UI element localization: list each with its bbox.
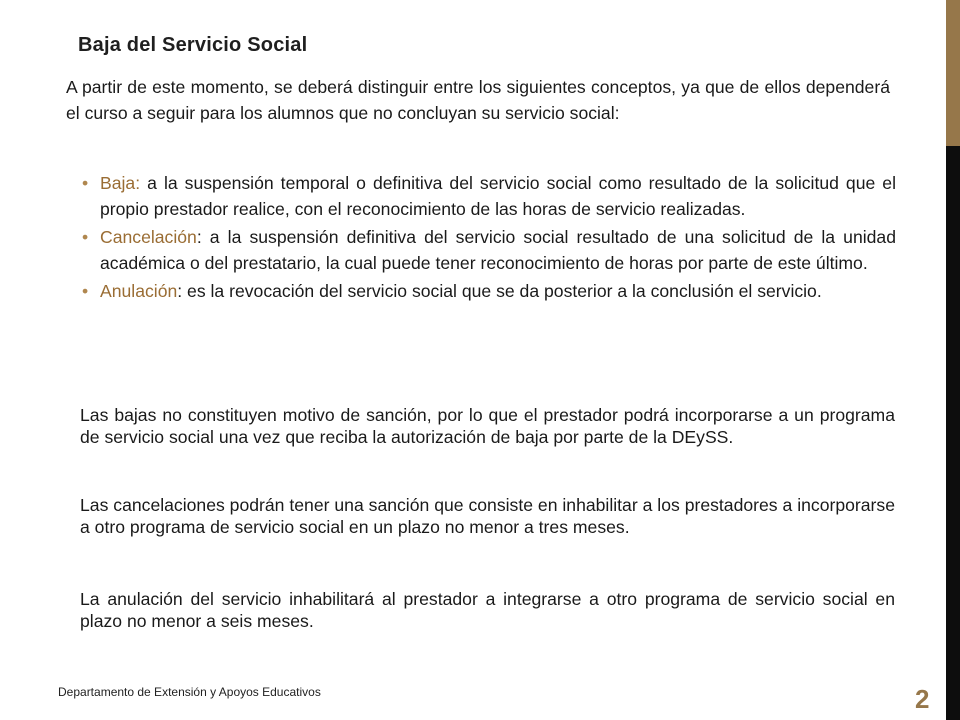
definitions-list [80,170,896,306]
page-number: 2 [915,684,930,714]
paragraph-cancelaciones: Las cancelaciones podrán tener una sanción que consiste en inhabilitar a los prestadores a incorporarse a otro programa de servicio social en un plazo no menor a tres meses. [80,495,895,537]
intro-paragraph: A partir de este momento, se deberá distinguir entre los siguientes conceptos, ya que de ellos dependerá el curso a seguir para los alumnos que no concluyan su servicio social: [66,77,890,123]
definition-text: : a la suspensión definitiva del servicio social resultado de una solicitud de la unidad académica o del prestatario, la cual puede tener reconocimiento de horas por parte de este último. [100,227,896,273]
definition-term: Anulación [100,281,178,301]
accent-bar-gold [946,0,960,146]
bullet-dot-icon: • [82,281,89,301]
definition-item-baja [80,170,896,222]
paragraph-anulacion: La anulación del servicio inhabilitará al prestador a integrarse a otro programa de servicio social en plazo no menor a seis meses. [80,589,895,631]
footer-department: Departamento de Extensión y Apoyos Educativos [58,685,321,699]
paragraph-bajas: Las bajas no constituyen motivo de sanción, por lo que el prestador podrá incorporarse a un programa de servicio social una vez que reciba la autorización de baja por parte de la DEySS. [80,405,895,447]
definition-term: Cancelación [100,227,197,247]
definition-term: Baja: [100,173,141,193]
bullet-dot-icon: • [82,227,89,247]
definition-text: a la suspensión temporal o definitiva del servicio social como resultado de la solicitud que el propio prestador realice, con el reconocimiento de las horas de servicio realizadas. [100,173,896,219]
definition-item-cancelacion [80,224,896,276]
definition-text: : es la revocación del servicio social que se da posterior a la conclusión el servicio. [177,281,822,301]
accent-bar-dark [946,146,960,720]
definition-item-anulacion [80,278,896,304]
slide-title: Baja del Servicio Social [78,34,308,56]
bullet-dot-icon: • [82,173,89,193]
